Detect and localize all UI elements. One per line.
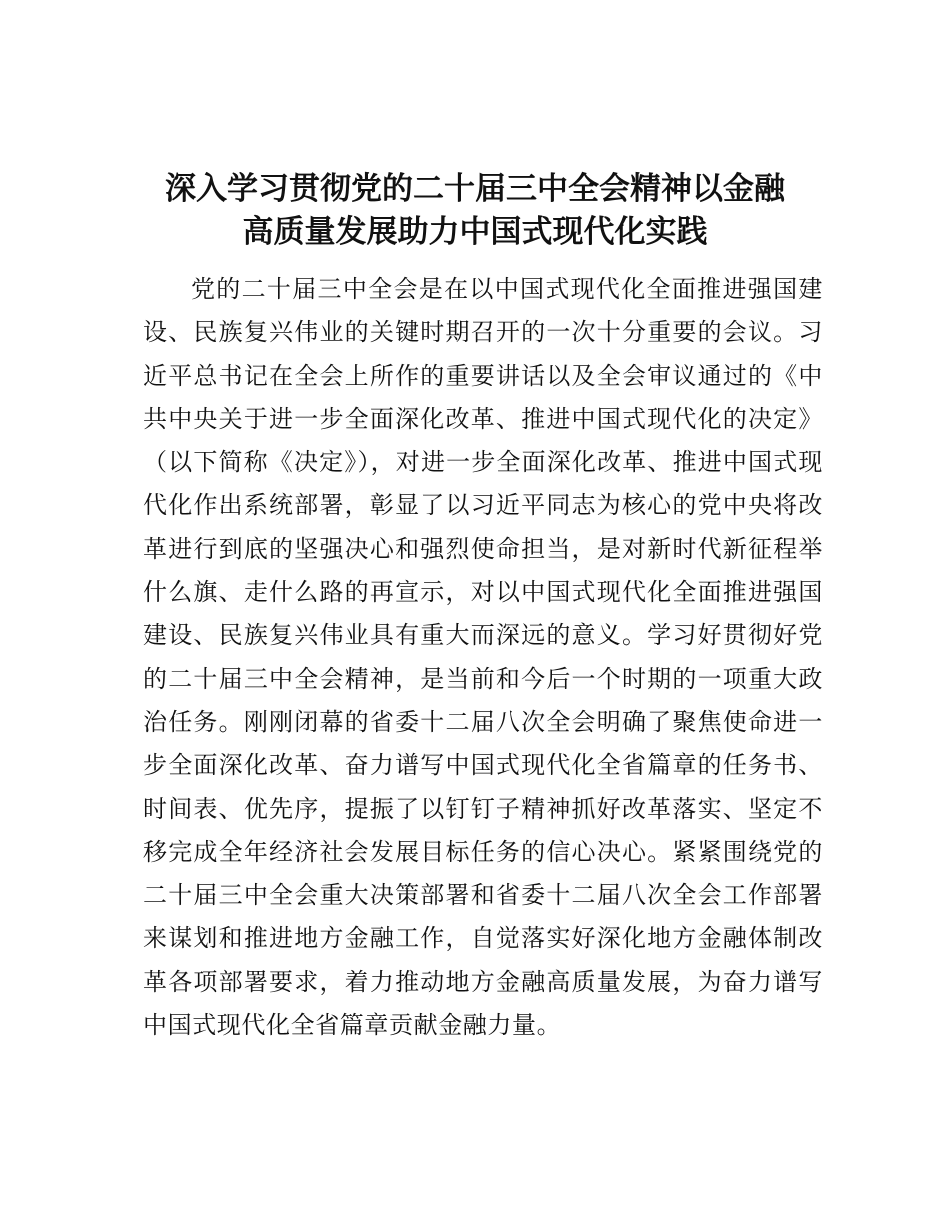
title-line-1: 深入学习贯彻党的二十届三中全会精神以金融 bbox=[165, 171, 785, 207]
body-paragraph: 党的二十届三中全会是在以中国式现代化全面推进强国建设、民族复兴伟业的关键时期召开的一次十分重要的会议。习近平总书记在全会上所作的重要讲话以及全会审议通过的《中共中央关于进一步全面深化改革、推进中国式现代化的决定》（以下简称《决定》），对进一步全面深化改革、推进中国式现代化作出系统部署，彰显了以习近平同志为核心的党中央将改革进行到底的坚强决心和强烈使命担当，是对新时代新征程举什么旗、走什么路的再宣示，对以中国式现代化全面推进强国建设、民族复兴伟业具有重大而深远的意义。学习好贯彻好党的二十届三中全会精神，是当前和今后一个时期的一项重大政治任务。刚刚闭幕的省委十二届八次全会明确了聚焦使命进一步全面深化改革、奋力谱写中国式现代化全省篇章的任务书、时间表、优先序，提振了以钉钉子精神抓好改革落实、坚定不移完成全年经济社会发展目标任务的信心决心。紧紧围绕党的二十届三中全会重大决策部署和省委十二届八次全会工作部署来谋划和推进地方金融工作，自觉落实好深化地方金融体制改革各项部署要求，着力推动地方金融高质量发展，为奋力谱写中国式现代化全省篇章贡献金融力量。 bbox=[143, 275, 823, 1040]
title-line-2: 高质量发展助力中国式现代化实践 bbox=[242, 214, 708, 250]
document-title bbox=[0, 168, 950, 254]
